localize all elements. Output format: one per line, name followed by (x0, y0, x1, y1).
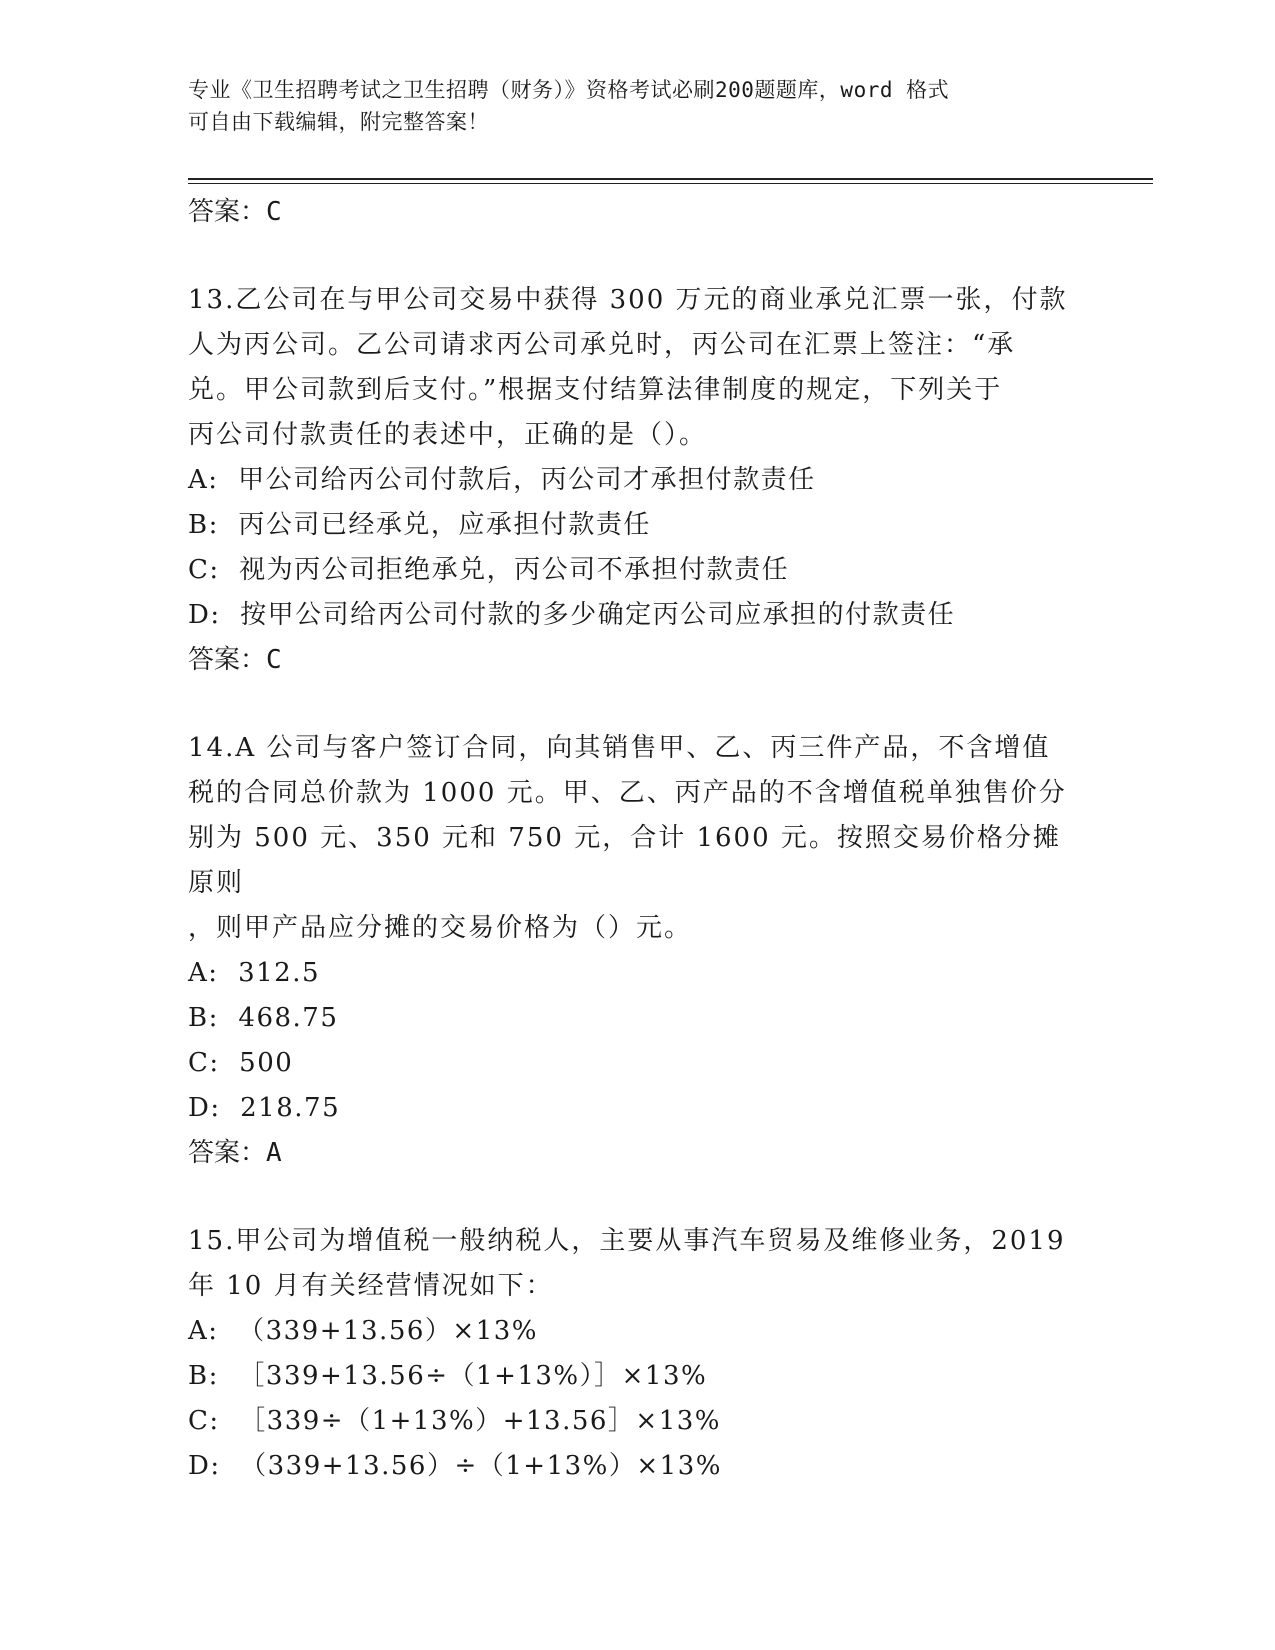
option-c: C: 500 (188, 1048, 294, 1078)
question-text-line: 人为丙公司。乙公司请求丙公司承兑时，丙公司在汇票上签注：“承 (188, 330, 1016, 360)
question-text-line: 丙公司付款责任的表述中，正确的是（）。 (188, 420, 708, 450)
document-header (188, 74, 1068, 138)
option-d: D: 218.75 (188, 1093, 341, 1123)
spacer (188, 682, 1088, 726)
header-line-2: 可自由下载编辑，附完整答案！ (188, 110, 489, 134)
option-d: D: 按甲公司给丙公司付款的多少确定丙公司应承担的付款责任 (188, 600, 956, 630)
option-b: B: ［339+13.56÷（1+13%）］×13% (188, 1361, 708, 1391)
header-divider-thin (188, 183, 1153, 184)
answer-label: 答案：C (188, 645, 282, 675)
question-text-line: 14.A 公司与客户签订合同，向其销售甲、乙、丙三件产品，不含增值 (188, 733, 1051, 763)
option-d: D: （339+13.56）÷（1+13%）×13% (188, 1451, 722, 1481)
question-block-13 (188, 278, 1088, 682)
answer-label: 答案：C (188, 197, 282, 227)
question-text-line: 13.乙公司在与甲公司交易中获得 300 万元的商业承兑汇票一张，付款 (188, 285, 1068, 315)
option-a: A: 312.5 (188, 958, 320, 988)
question-text-line: 15.甲公司为增值税一般纳税人，主要从事汽车贸易及维修业务，2019 (188, 1226, 1066, 1256)
document-body (188, 190, 1088, 1489)
question-text-line: ，则甲产品应分摊的交易价格为（）元。 (188, 913, 693, 943)
spacer (188, 234, 1088, 278)
option-c: C: ［339÷（1+13%）+13.56］×13% (188, 1406, 722, 1436)
question-text-line: 兑。甲公司款到后支付。”根据支付结算法律制度的规定，下列关于 (188, 375, 1003, 405)
spacer (188, 1175, 1088, 1219)
option-b: B: 丙公司已经承兑，应承担付款责任 (188, 510, 651, 540)
option-b: B: 468.75 (188, 1003, 339, 1033)
question-text-line: 年 10 月有关经营情况如下： (188, 1271, 554, 1301)
option-a: A: 甲公司给丙公司付款后，丙公司才承担付款责任 (188, 465, 816, 495)
question-text-line: 税的合同总价款为 1000 元。甲、乙、丙产品的不含增值税单独售价分 (188, 778, 1067, 808)
question-text-line: 别为 500 元、350 元和 750 元，合计 1600 元。按照交易价格分摊原则 (188, 823, 1061, 898)
answer-label: 答案：A (188, 1138, 282, 1168)
question-block-15 (188, 1219, 1088, 1489)
question-block-14 (188, 726, 1088, 1175)
header-divider-thick (188, 178, 1153, 180)
option-a: A: （339+13.56）×13% (188, 1316, 538, 1346)
header-line-1: 专业《卫生招聘考试之卫生招聘（财务）》资格考试必刷200题题库，word 格式 (188, 78, 950, 102)
option-c: C: 视为丙公司拒绝承兑，丙公司不承担付款责任 (188, 555, 790, 585)
